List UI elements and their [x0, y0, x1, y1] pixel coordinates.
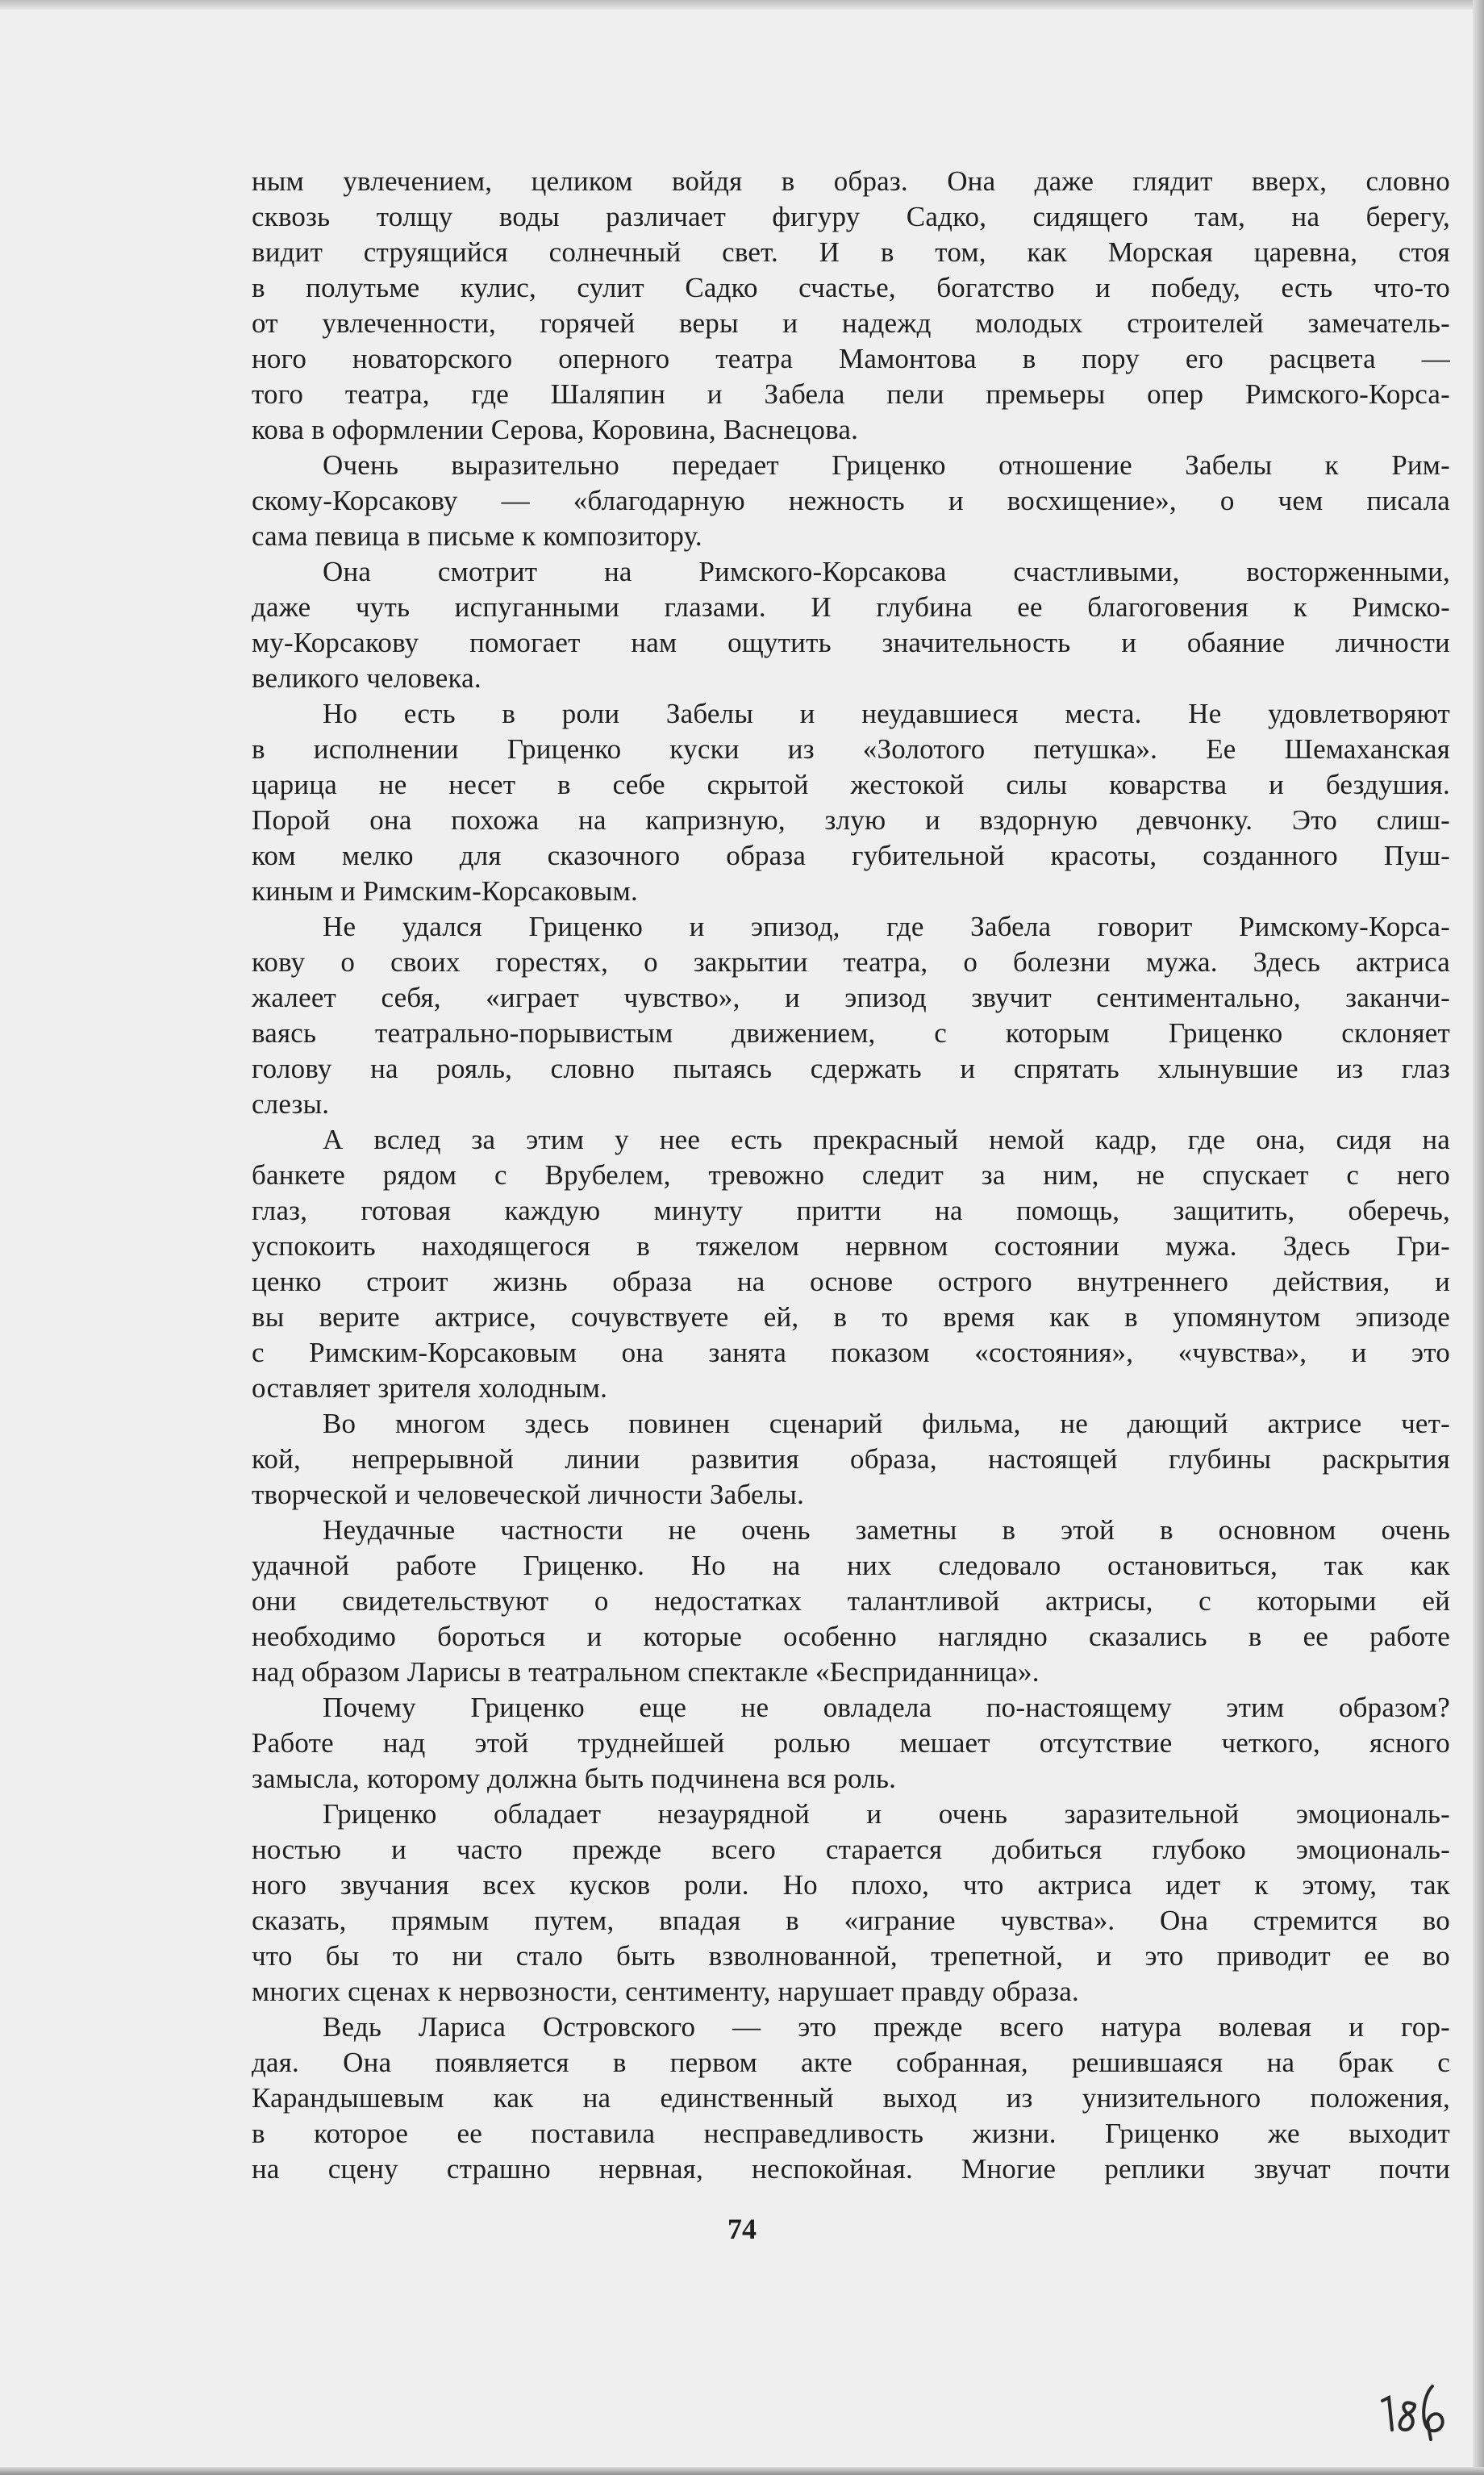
- text-line: над образом Ларисы в театральном спектакле «Бесприданница».: [252, 1656, 1040, 1688]
- text-line: ваясь театрально-порывистым движением, с которым Гриценко склоняет: [252, 1017, 1450, 1049]
- text-line: Работе над этой труднейшей ролью мешает отсутствие четкого, ясного: [252, 1727, 1450, 1759]
- paragraph: [252, 909, 1450, 1122]
- text-line: кову о своих горестях, о закрытии театра, о болезни мужа. Здесь актриса: [252, 946, 1450, 978]
- text-line: многих сценах к нервозности, сентименту, нарушает правду образа.: [252, 1976, 1079, 2007]
- text-line: видит струящийся солнечный свет. И в том, как Морская царевна, стоя: [252, 236, 1450, 268]
- text-line: кова в оформлении Серова, Коровина, Васнецова.: [252, 414, 859, 445]
- text-line: Не удался Гриценко и эпизод, где Забела говорит Римскому-Корса-: [323, 911, 1450, 942]
- text-line: сквозь толщу воды различает фигуру Садко, сидящего там, на берегу,: [252, 201, 1450, 232]
- text-line: в исполнении Гриценко куски из «Золотого петушка». Ее Шемаханская: [252, 733, 1450, 765]
- text-line: ком мелко для сказочного образа губительной красоты, созданного Пуш-: [252, 840, 1450, 871]
- scan-bottom-edge: [0, 2467, 1484, 2475]
- text-line: необходимо бороться и которые особенно наглядно сказались в ее работе: [252, 1621, 1450, 1652]
- text-line: Она смотрит на Римского-Корсакова счастливыми, восторженными,: [323, 556, 1450, 587]
- paragraph: [252, 554, 1450, 696]
- paragraph: [252, 1797, 1450, 2010]
- text-line: кой, непрерывной линии развития образа, настоящей глубины раскрытия: [252, 1443, 1450, 1475]
- text-line: Порой она похожа на капризную, злую и вздорную девчонку. Это слиш-: [252, 804, 1450, 836]
- text-line: того театра, где Шаляпин и Забела пели премьеры опер Римского-Корса-: [252, 378, 1450, 410]
- text-line: с Римским-Корсаковым она занята показом «состояния», «чувства», и это: [252, 1337, 1450, 1368]
- text-line: сама певица в письме к композитору.: [252, 520, 702, 552]
- text-line: Почему Гриценко еще не овладела по-настоящему этим образом?: [323, 1692, 1450, 1723]
- text-line: Карандышевым как на единственный выход из унизительного положения,: [252, 2082, 1450, 2114]
- text-line: оставляет зрителя холодным.: [252, 1372, 608, 1404]
- text-line: А вслед за этим у нее есть прекрасный немой кадр, где она, сидя на: [323, 1124, 1450, 1155]
- text-line: глаз, готовая каждую минуту притти на помощь, защитить, оберечь,: [252, 1195, 1450, 1226]
- page-number: 74: [727, 2213, 757, 2245]
- text-line: Очень выразительно передает Гриценко отношение Забелы к Рим-: [323, 449, 1450, 481]
- text-line: успокоить находящегося в тяжелом нервном состоянии мужа. Здесь Гри-: [252, 1230, 1450, 1262]
- scan-right-edge: [1473, 0, 1484, 2475]
- text-line: Во многом здесь повинен сценарий фильма, не дающий актрисе чет-: [323, 1408, 1450, 1439]
- text-line: Гриценко обладает незаурядной и очень заразительной эмоциональ-: [323, 1798, 1450, 1830]
- paragraph: [252, 1690, 1450, 1797]
- text-line: дая. Она появляется в первом акте собранная, решившаяся на брак с: [252, 2047, 1450, 2078]
- text-line: му-Корсакову помогает нам ощутить значительность и обаяние личности: [252, 627, 1450, 658]
- paragraph: [252, 164, 1450, 448]
- text-line: жалеет себя, «играет чувство», и эпизод звучит сентиментально, заканчи-: [252, 982, 1450, 1013]
- text-line: скому-Корсакову — «благодарную нежность и восхищение», о чем писала: [252, 485, 1450, 516]
- text-line: от увлеченности, горячей веры и надежд молодых строителей замечатель-: [252, 307, 1450, 339]
- text-line: Но есть в роли Забелы и неудавшиеся места. Не удовлетворяют: [323, 698, 1450, 729]
- text-line: они свидетельствуют о недостатках талантливой актрисы, с которыми ей: [252, 1585, 1450, 1617]
- text-line: царица не несет в себе скрытой жестокой силы коварства и бездушия.: [252, 769, 1450, 800]
- text-line: замысла, которому должна быть подчинена вся роль.: [252, 1763, 897, 1794]
- text-line: вы верите актрисе, сочувствуете ей, в то время как в упомянутом эпизоде: [252, 1301, 1450, 1333]
- text-line: в полутьме кулис, сулит Садко счастье, богатство и победу, есть что-то: [252, 272, 1450, 303]
- text-line: голову на рояль, словно пытаясь сдержать и спрятать хлынувшие из глаз: [252, 1053, 1450, 1084]
- paragraph: [252, 1513, 1450, 1690]
- text-line: слезы.: [252, 1088, 330, 1120]
- body-text: [252, 164, 1450, 2187]
- text-line: даже чуть испуганными глазами. И глубина ее благоговения к Римско-: [252, 591, 1450, 623]
- scan-top-edge: [0, 0, 1484, 10]
- text-line: удачной работе Гриценко. Но на них следовало остановиться, так как: [252, 1550, 1450, 1581]
- text-line: ностью и часто прежде всего старается добиться глубоко эмоциональ-: [252, 1834, 1450, 1865]
- text-line: в которое ее поставила несправедливость жизни. Гриценко же выходит: [252, 2118, 1450, 2149]
- text-line: ценко строит жизнь образа на основе острого внутреннего действия, и: [252, 1266, 1450, 1297]
- text-line: ным увлечением, целиком войдя в образ. Она даже глядит вверх, словно: [252, 165, 1450, 197]
- text-line: творческой и человеческой личности Забелы.: [252, 1479, 805, 1510]
- text-line: великого человека.: [252, 662, 481, 694]
- paragraph: [252, 2010, 1450, 2187]
- paragraph: [252, 696, 1450, 909]
- text-line: ного звучания всех кусков роли. Но плохо, что актриса идет к этому, так: [252, 1869, 1450, 1901]
- paragraph: [252, 1406, 1450, 1513]
- text-line: что бы то ни стало быть взволнованной, трепетной, и это приводит ее во: [252, 1940, 1450, 1972]
- paragraph: [252, 1122, 1450, 1406]
- text-line: сказать, прямым путем, впадая в «играние чувства». Она стремится во: [252, 1905, 1450, 1936]
- paragraph: [252, 448, 1450, 554]
- text-line: Ведь Лариса Островского — это прежде всего натура волевая и гор-: [323, 2011, 1450, 2043]
- text-line: Неудачные частности не очень заметны в этой в основном очень: [323, 1514, 1450, 1546]
- handwritten-page-number: [1371, 2380, 1460, 2444]
- text-line: киным и Римским-Корсаковым.: [252, 875, 638, 907]
- text-line: на сцену страшно нервная, неспокойная. Многие реплики звучат почти: [252, 2153, 1450, 2185]
- text-line: банкете рядом с Врубелем, тревожно следит за ним, не спускает с него: [252, 1159, 1450, 1191]
- text-line: ного новаторского оперного театра Мамонтова в пору его расцвета —: [252, 343, 1450, 374]
